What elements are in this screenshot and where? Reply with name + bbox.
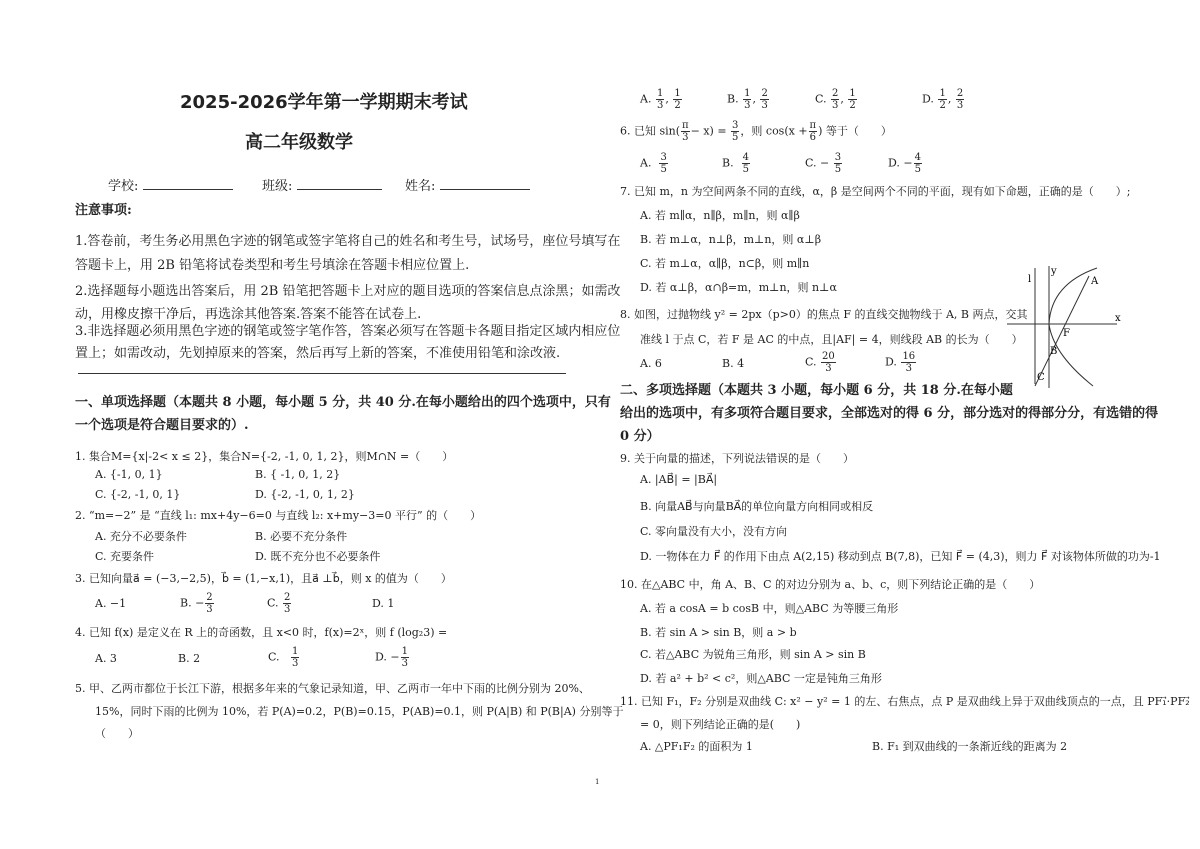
q9-option-b: B. 向量AB⃗与向量BA⃗的单位向量方向相同或相反 xyxy=(640,500,874,513)
q2-option-b: B. 必要不充分条件 xyxy=(255,530,348,543)
q4-stem: 4. 已知 f(x) 是定义在 R 上的奇函数，且 x<0 时，f(x)=2ˣ，则 f (log₂3) = xyxy=(75,626,448,639)
parabola-figure xyxy=(1005,262,1125,390)
q4-option-c: C. $\frac{1}{3}$ xyxy=(268,646,299,669)
q10-option-c: C. 若△ABC 为锐角三角形，则 sin A > sin B xyxy=(640,648,866,661)
q7-option-b: B. 若 m⊥α，n⊥β，m⊥n，则 α⊥β xyxy=(640,233,822,246)
q5-line2: 15%，同时下雨的比例为 10%，若 P(A)=0.2，P(B)=0.15，P(AB)=0.1，则 P(A|B) 和 P(B|A) 分别等于 xyxy=(95,705,624,718)
note-3a: 3.非选择题必须用黑色字迹的钢笔或签字笔作答，答案必须写在答题卡各题目指定区域内相应位 xyxy=(75,324,621,339)
q3-option-d: D. 1 xyxy=(372,597,395,610)
q2-option-c: C. 充要条件 xyxy=(95,550,155,563)
q2-option-d: D. 既不充分也不必要条件 xyxy=(255,550,381,563)
note-1b: 答题卡上，用 2B 铅笔将试卷类型和考生号填涂在答题卡相应位置上. xyxy=(75,258,470,273)
q11-option-b: B. F₁ 到双曲线的一条渐近线的距离为 2 xyxy=(872,740,1068,753)
q1-option-b: B. { -1, 0, 1, 2} xyxy=(255,468,341,481)
label-l: l xyxy=(1028,274,1032,285)
q7-option-a: A. 若 m∥α，n∥β，m∥n，则 α∥β xyxy=(640,209,800,222)
q11-option-a: A. △PF₁F₂ 的面积为 1 xyxy=(640,740,753,753)
label-y: y xyxy=(1051,266,1057,277)
school-blank xyxy=(143,189,233,190)
label-c: C xyxy=(1037,372,1045,383)
name-field xyxy=(405,175,530,194)
q6-option-b: B. $\frac{4}{5}$ xyxy=(722,152,749,175)
label-f: F xyxy=(1063,328,1070,339)
q8-option-a: A. 6 xyxy=(640,357,662,370)
q3-option-b: B. − $\frac{2}{3}$ xyxy=(180,592,213,615)
section-divider xyxy=(78,373,566,374)
q10-option-d: D. 若 a² + b² < c²，则△ABC 一定是钝角三角形 xyxy=(640,672,882,685)
q8-option-c: C. $\frac{20}{3}$ xyxy=(805,351,835,374)
exam-subtitle: 高二年级数学 xyxy=(245,132,353,153)
q10-option-b: B. 若 sin A > sin B，则 a > b xyxy=(640,626,797,639)
q9-stem: 9. 关于向量的描述，下列说法错误的是（ ） xyxy=(620,452,854,465)
note-3b: 置上；如需改动，先划掉原来的答案，然后再写上新的答案，不准使用铅笔和涂改液. xyxy=(75,346,561,361)
q11-line1: 11. 已知 F₁，F₂ 分别是双曲线 C: x² − y² = 1 的左、右焦点，点 P 是双曲线上异于双曲线顶点的一点，且 PF₁⃗·PF₂⃗ xyxy=(620,695,1190,708)
q6-option-a: A. $\frac{3}{5}$ xyxy=(640,152,667,175)
class-field xyxy=(262,175,382,194)
q7-option-c: C. 若 m⊥α，α∥β，n⊂β，则 m∥n xyxy=(640,257,810,270)
note-2b: 动，用橡皮擦干净后，再选涂其他答案.答案不能答在试卷上. xyxy=(75,307,422,322)
q11-line2: = 0，则下列结论正确的是( ) xyxy=(640,718,801,731)
class-label: 班级: xyxy=(262,179,293,194)
q10-option-a: A. 若 a cosA = b cosB 中，则△ABC 为等腰三角形 xyxy=(640,602,899,615)
name-blank xyxy=(440,189,530,190)
school-label: 学校: xyxy=(108,179,139,194)
q8-line2: 准线 l 于点 C，若 F 是 AC 的中点，且|AF| = 4，则线段 AB 的长为（ ） xyxy=(640,333,1023,346)
note-2a: 2.选择题每小题选出答案后，用 2B 铅笔把答题卡上对应的题目选项的答案信息点涂黑；如需改 xyxy=(75,284,621,299)
chord-line xyxy=(1035,276,1089,386)
q9-option-a: A. |AB⃗| = |BA⃗| xyxy=(640,473,718,486)
q7-stem: 7. 已知 m，n 为空间两条不同的直线，α，β 是空间两个不同的平面，现有如下命题，正确的是（ ）; xyxy=(620,185,1131,198)
q8-option-b: B. 4 xyxy=(722,357,745,370)
q9-option-c: C. 零向量没有大小，没有方向 xyxy=(640,525,788,538)
section2-line3: 0 分） xyxy=(620,429,660,444)
q8-line1: 8. 如图，过抛物线 y² = 2px（p>0）的焦点 F 的直线交抛物线于 A, B 两点，交其 xyxy=(620,308,1028,321)
q5-line3: （ ） xyxy=(95,727,139,740)
q10-stem: 10. 在△ABC 中，角 A、B、C 的对边分别为 a、b、c，则下列结论正确的是（ ） xyxy=(620,578,1041,591)
q7-option-d: D. 若 α⊥β，α∩β=m，m⊥n，则 n⊥α xyxy=(640,281,837,294)
q3-option-a: A. −1 xyxy=(95,597,127,610)
q9-option-d: D. 一物体在力 F⃗ 的作用下由点 A(2,15) 移动到点 B(7,8)，已知 F⃗ = (4,3)，则力 F⃗ 对该物体所做的功为-1 xyxy=(640,550,1161,563)
q1-option-c: C. {-2, -1, 0, 1} xyxy=(95,488,181,501)
label-x: x xyxy=(1115,313,1121,324)
name-label: 姓名: xyxy=(405,179,436,194)
school-field xyxy=(108,175,233,194)
q4-option-a: A. 3 xyxy=(95,652,117,665)
class-blank xyxy=(297,189,382,190)
q5-option-c: C. $\frac{2}{3}$ , $\frac{1}{2}$ xyxy=(815,88,856,111)
section2-line2: 给出的选项中，有多项符合题目要求，全部选对的得 6 分，部分选对的得部分分，有选错的得 xyxy=(620,406,1159,421)
page-number: 1 xyxy=(595,778,600,786)
q4-option-d: D. − $\frac{1}{3}$ xyxy=(375,646,409,669)
q6-option-d: D. − $\frac{4}{5}$ xyxy=(888,152,922,175)
label-b: B xyxy=(1050,346,1058,357)
exam-title: 2025-2026学年第一学期期末考试 xyxy=(180,92,468,113)
section2-line1: 二、多项选择题（本题共 3 小题，每小题 6 分，共 18 分.在每小题 xyxy=(620,383,1013,398)
section1-heading-a: 一、单项选择题（本题共 8 小题，每小题 5 分，共 40 分.在每小题给出的四个选项中，只有 xyxy=(75,395,611,410)
q6-stem: 6. 已知 sin( $\frac{\pi}{3}$ − x) = $\frac{3}{5}$ ，则 cos(x + $\frac{\pi}{6}$ ) 等于（ ） xyxy=(620,120,892,143)
q3-option-c: C. $\frac{2}{3}$ xyxy=(267,592,291,615)
label-a: A xyxy=(1091,276,1099,287)
q4-option-b: B. 2 xyxy=(178,652,201,665)
note-1a: 1.答卷前，考生务必用黑色字迹的钢笔或签字笔将自己的姓名和考生号，试场号，座位号填写在 xyxy=(75,234,621,249)
q3-stem: 3. 已知向量a⃗ = (−3,−2,5)，b⃗ = (1,−x,1)，且a⃗ ⊥b⃗，则 x 的值为（ ） xyxy=(75,572,452,585)
q1-stem: 1. 集合M={x|-2< x ≤ 2}，集合N={-2, -1, 0, 1, 2}，则M∩N =（ ） xyxy=(75,450,454,463)
q5-option-b: B. $\frac{1}{3}$ , $\frac{2}{3}$ xyxy=(727,88,768,111)
notes-heading: 注意事项: xyxy=(75,203,132,218)
q8-option-d: D. $\frac{16}{3}$ xyxy=(885,351,916,374)
q5-option-a: A. $\frac{1}{3}$ , $\frac{1}{2}$ xyxy=(640,88,681,111)
q1-option-d: D. {-2, -1, 0, 1, 2} xyxy=(255,488,355,501)
q5-line1: 5. 甲、乙两市都位于长江下游，根据多年来的气象记录知道，甲、乙两市一年中下雨的比例分别为 20%、 xyxy=(75,682,590,695)
q2-stem: 2. “m=−2” 是 “直线 l₁: mx+4y−6=0 与直线 l₂: x+my−3=0 平行” 的（ ） xyxy=(75,509,482,522)
section1-heading-b: 一个选项是符合题目要求的）. xyxy=(75,418,249,433)
q2-option-a: A. 充分不必要条件 xyxy=(95,530,187,543)
q5-option-d: D. $\frac{1}{2}$ , $\frac{2}{3}$ xyxy=(922,88,964,111)
q1-option-a: A. {-1, 0, 1} xyxy=(95,468,163,481)
q6-option-c: C. − $\frac{3}{5}$ xyxy=(805,152,842,175)
